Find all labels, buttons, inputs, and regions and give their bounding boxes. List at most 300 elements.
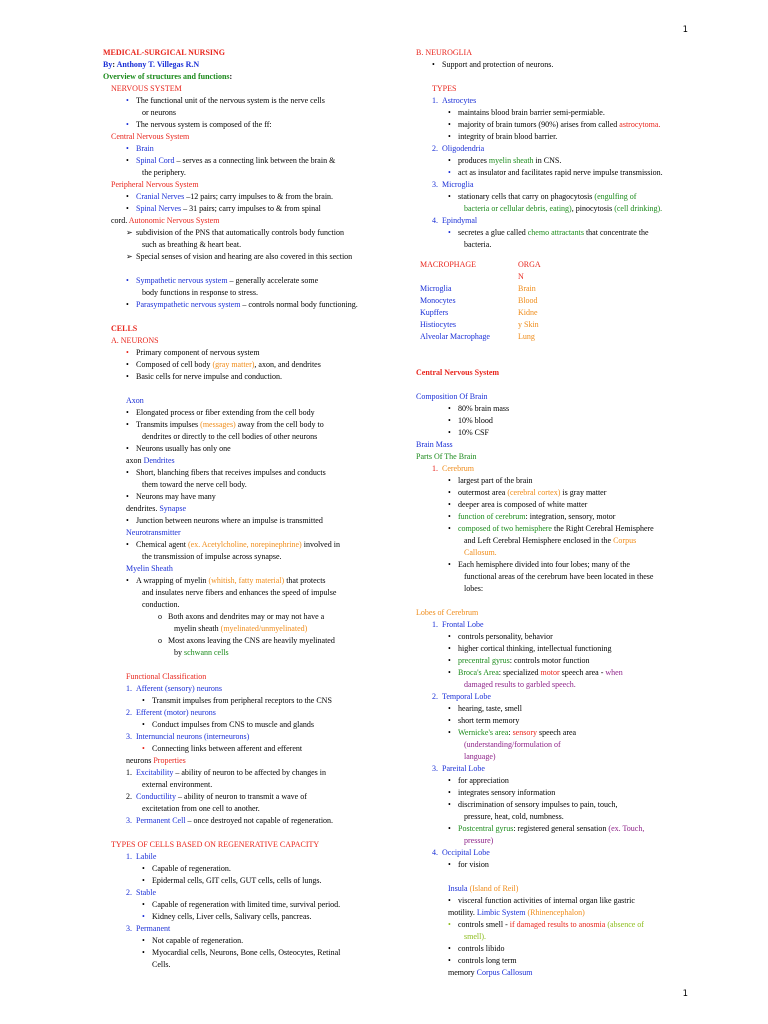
text-run: Special senses of vision and hearing are also covered in this section xyxy=(136,252,353,261)
text-line xyxy=(103,455,378,467)
text-line xyxy=(103,71,378,83)
text-run: pressure, heat, cold, numbness. xyxy=(464,812,564,821)
macrophage-cell: Microglia xyxy=(420,284,452,293)
text-run: Sympathetic nervous system xyxy=(136,276,228,285)
text-run: Oligodendria xyxy=(442,144,485,153)
list-marker: • xyxy=(448,192,451,201)
text-run: Corpus xyxy=(613,536,637,545)
list-marker: 1. xyxy=(126,684,132,693)
list-item xyxy=(103,443,378,455)
text-run: : registered general sensation xyxy=(513,824,609,833)
list-marker: • xyxy=(142,912,145,921)
list-item xyxy=(416,715,706,727)
text-line xyxy=(103,563,378,575)
list-marker: • xyxy=(126,156,129,165)
list-item xyxy=(416,155,706,167)
list-marker: • xyxy=(448,944,451,953)
list-marker: 1. xyxy=(432,464,438,473)
text-run: Capable of regeneration. xyxy=(152,864,231,873)
text-run: (ex. Acetylcholine, norepinephrine) xyxy=(187,540,302,549)
text-run: Callosum. xyxy=(464,548,497,557)
cns-section xyxy=(416,367,706,979)
text-run: Cerebrum xyxy=(442,464,474,473)
list-marker: • xyxy=(448,560,451,569)
text-run: away from the cell body to xyxy=(235,420,324,429)
text-run: (engulfing of xyxy=(594,192,637,201)
text-line xyxy=(103,839,378,851)
list-item xyxy=(103,707,378,719)
list-item xyxy=(103,731,378,743)
text-line xyxy=(416,907,706,919)
list-item xyxy=(103,815,378,827)
text-run: (messages) xyxy=(200,420,236,429)
list-item xyxy=(103,227,378,239)
text-line xyxy=(416,883,706,895)
list-marker: • xyxy=(448,668,451,677)
list-item xyxy=(416,215,706,227)
text-run: (understanding/formulation of xyxy=(464,740,561,749)
list-marker: • xyxy=(448,404,451,413)
table-row xyxy=(420,319,558,331)
list-marker: • xyxy=(448,120,451,129)
list-item xyxy=(416,655,706,667)
text-run: maintains blood brain barrier semi-permiable. xyxy=(458,108,605,117)
list-item xyxy=(103,887,378,899)
text-run: Functional Classification xyxy=(126,672,207,681)
list-item xyxy=(103,155,378,167)
text-run: integrates sensory information xyxy=(458,788,556,797)
text-run: Parasympathetic nervous system xyxy=(136,300,241,309)
text-run: : xyxy=(508,728,513,737)
text-run: 10% CSF xyxy=(458,428,489,437)
list-item xyxy=(416,523,706,535)
text-line xyxy=(103,167,378,179)
text-run: Epidermal cells, GIT cells, GUT cells, cells of lungs. xyxy=(152,876,322,885)
text-run: Brain Mass xyxy=(416,440,453,449)
list-marker: • xyxy=(126,444,129,453)
text-run: that protects xyxy=(284,576,326,585)
text-line xyxy=(103,803,378,815)
list-item xyxy=(103,911,378,923)
text-run: Limbic System xyxy=(476,908,528,917)
text-line xyxy=(416,739,706,751)
list-item xyxy=(416,643,706,655)
list-item xyxy=(416,823,706,835)
text-run: majority of brain tumors (90%) arises from called xyxy=(458,120,620,129)
list-marker: 4. xyxy=(432,216,438,225)
text-line xyxy=(416,607,706,619)
list-marker: • xyxy=(448,704,451,713)
list-marker: • xyxy=(126,576,129,585)
text-run: Synapse xyxy=(159,504,186,513)
right-column xyxy=(416,47,706,979)
text-line xyxy=(103,335,378,347)
text-line xyxy=(103,239,378,251)
macrophage-table xyxy=(420,259,558,343)
text-run: Chemical agent xyxy=(136,540,188,549)
organ-cell: y Skin xyxy=(518,320,539,329)
table-row xyxy=(420,295,558,307)
text-line xyxy=(416,811,706,823)
list-marker: • xyxy=(126,144,129,153)
text-run: bacteria. xyxy=(464,240,492,249)
list-item xyxy=(416,487,706,499)
list-item xyxy=(103,371,378,383)
text-run: Anthony T. Villegas R.N xyxy=(116,60,200,69)
text-run: them toward the nerve cell body. xyxy=(142,480,247,489)
text-run: TYPES xyxy=(432,84,457,93)
list-item xyxy=(103,539,378,551)
text-run: –12 pairs; carry impulses to & from the brain. xyxy=(184,192,334,201)
text-line xyxy=(416,931,706,943)
list-marker: 3. xyxy=(432,764,438,773)
text-run: (Rhinencephalon) xyxy=(527,908,585,917)
text-run: Kidney cells, Liver cells, Salivary cells, pancreas. xyxy=(152,912,312,921)
list-item xyxy=(103,251,378,263)
text-run: smell). xyxy=(464,932,486,941)
text-run: Brain xyxy=(136,144,154,153)
text-run: : xyxy=(112,60,117,69)
text-run: language) xyxy=(464,752,496,761)
text-run: (cerebral cortex) xyxy=(507,488,561,497)
text-run: secretes a glue called xyxy=(458,228,528,237)
list-marker: • xyxy=(126,348,129,357)
list-item xyxy=(416,227,706,239)
text-run: Astrocytes xyxy=(442,96,477,105)
text-run: myelin sheath xyxy=(488,156,534,165)
text-run: Spinal Nerves xyxy=(136,204,182,213)
list-item xyxy=(416,763,706,775)
list-marker: • xyxy=(448,896,451,905)
text-run: Frontal Lobe xyxy=(442,620,484,629)
list-marker: 3. xyxy=(126,924,132,933)
text-run: Dendrites xyxy=(143,456,175,465)
text-run: subdivision of the PNS that automatically controls body function xyxy=(136,228,344,237)
text-run: Wernicke's area xyxy=(458,728,509,737)
list-marker: • xyxy=(126,408,129,417)
text-line xyxy=(416,535,706,547)
text-run: Properties xyxy=(153,756,186,765)
text-run: astrocytoma. xyxy=(619,120,661,129)
list-item xyxy=(103,923,378,935)
text-run: deeper area is composed of white matter xyxy=(458,500,588,509)
text-run: such as breathing & heart beat. xyxy=(142,240,242,249)
list-item xyxy=(416,691,706,703)
text-run: Myelin Sheath xyxy=(126,564,173,573)
text-run: Myocardial cells, Neurons, Bone cells, Osteocytes, Retinal xyxy=(152,948,341,957)
list-marker: • xyxy=(448,716,451,725)
page-number-top: 1 xyxy=(682,25,688,35)
text-run: pressure) xyxy=(464,836,494,845)
text-line xyxy=(416,571,706,583)
list-item xyxy=(103,515,378,527)
text-run: Elongated process or fiber extending from the cell body xyxy=(136,408,315,417)
list-item xyxy=(416,727,706,739)
text-run: Broca's Area xyxy=(458,668,499,677)
list-marker: • xyxy=(448,132,451,141)
text-run: Neurons may have many xyxy=(136,492,216,501)
text-run: 80% brain mass xyxy=(458,404,510,413)
text-run: excitetation from one cell to another. xyxy=(142,804,260,813)
list-marker: • xyxy=(126,540,129,549)
list-item xyxy=(416,95,706,107)
text-line xyxy=(416,967,706,979)
text-line xyxy=(416,679,706,691)
list-marker: • xyxy=(126,276,129,285)
table-row xyxy=(420,331,558,343)
text-line xyxy=(103,59,378,71)
text-run: Neurotransmitter xyxy=(126,528,181,537)
list-item xyxy=(103,611,378,623)
text-run: (ex. Touch, xyxy=(608,824,645,833)
list-item xyxy=(416,427,706,439)
list-item xyxy=(416,919,706,931)
text-line xyxy=(416,451,706,463)
list-marker: • xyxy=(448,860,451,869)
organ-cell: Blood xyxy=(518,296,538,305)
text-run: – once destroyed not capable of regeneration. xyxy=(185,816,334,825)
text-line xyxy=(103,323,378,335)
list-marker: 1. xyxy=(126,768,132,777)
list-item xyxy=(416,859,706,871)
list-marker: ➢ xyxy=(126,228,133,237)
macrophage-header: MACROPHAGE xyxy=(420,260,477,269)
list-item xyxy=(103,275,378,287)
text-run: controls personality, behavior xyxy=(458,632,553,641)
text-run: Peripheral Nervous System xyxy=(111,180,199,189)
text-run: A wrapping of myelin xyxy=(136,576,209,585)
text-line xyxy=(103,779,378,791)
text-run: Stable xyxy=(136,888,156,897)
text-run: is gray matter xyxy=(560,488,607,497)
text-run: act as insulator and facilitates rapid nerve impulse transmission. xyxy=(458,168,663,177)
page-number-bottom: 1 xyxy=(682,989,688,999)
text-run: neurons xyxy=(126,756,154,765)
text-line xyxy=(103,215,378,227)
list-marker: • xyxy=(448,824,451,833)
text-run: in CNS. xyxy=(533,156,562,165)
text-run: integrity of brain blood barrier. xyxy=(458,132,558,141)
text-run: – generally accelerate some xyxy=(227,276,319,285)
list-marker: • xyxy=(142,696,145,705)
text-run: : controls motor function xyxy=(509,656,590,665)
list-item xyxy=(416,619,706,631)
text-run: , pinocytosis xyxy=(571,204,615,213)
list-item xyxy=(103,791,378,803)
list-marker: • xyxy=(448,500,451,509)
text-run: (gray matter) xyxy=(212,360,255,369)
table-row xyxy=(420,307,558,319)
list-marker: • xyxy=(142,744,145,753)
text-run: involved in xyxy=(301,540,340,549)
list-marker: • xyxy=(126,372,129,381)
text-run: motor xyxy=(540,668,560,677)
table-row xyxy=(420,283,558,295)
text-run: Permanent Cell xyxy=(136,816,186,825)
list-marker: 1. xyxy=(432,620,438,629)
text-line xyxy=(103,671,378,683)
text-run: body functions in response to stress. xyxy=(142,288,258,297)
list-marker: 3. xyxy=(126,732,132,741)
text-run: (myelinated/unmyelinated) xyxy=(220,624,308,633)
list-item xyxy=(103,191,378,203)
list-marker: ➢ xyxy=(126,252,133,261)
text-line xyxy=(103,479,378,491)
list-marker: • xyxy=(448,228,451,237)
text-run: external environment. xyxy=(142,780,213,789)
list-item xyxy=(416,703,706,715)
list-marker: • xyxy=(448,168,451,177)
text-run: Occipital Lobe xyxy=(442,848,490,857)
text-run: by xyxy=(174,648,184,657)
list-item xyxy=(103,491,378,503)
text-run: the Right Cerebral Hemisphere xyxy=(551,524,654,533)
text-run: Efferent (motor) neurons xyxy=(136,708,216,717)
macrophage-cell: Histiocytes xyxy=(420,320,456,329)
text-run: outermost area xyxy=(458,488,508,497)
text-line xyxy=(416,835,706,847)
list-marker: 1. xyxy=(126,852,132,861)
text-line xyxy=(416,439,706,451)
text-run: higher cortical thinking, intellectual functioning xyxy=(458,644,612,653)
list-marker: o xyxy=(158,612,162,621)
text-run: Microglia xyxy=(442,180,474,189)
text-run: memory xyxy=(448,968,477,977)
text-line xyxy=(416,583,706,595)
list-item xyxy=(416,799,706,811)
text-run: lobes: xyxy=(464,584,484,593)
list-item xyxy=(416,847,706,859)
text-run: Support and protection of neurons. xyxy=(442,60,554,69)
list-item xyxy=(416,415,706,427)
text-run: (cell drinking). xyxy=(614,204,663,213)
list-marker: • xyxy=(142,948,145,957)
list-item xyxy=(103,359,378,371)
list-item xyxy=(416,631,706,643)
text-run: if damaged results to anosmia xyxy=(509,920,606,929)
list-item xyxy=(103,695,378,707)
text-run: Central Nervous System xyxy=(111,132,190,141)
text-run: Short, blanching fibers that receives impulses and conducts xyxy=(136,468,326,477)
text-run: – 31 pairs; carry impulses to & from spinal xyxy=(181,204,321,213)
list-item xyxy=(416,511,706,523)
macrophage-cell: Monocytes xyxy=(420,296,456,305)
organ-cell: Brain xyxy=(518,284,536,293)
text-line xyxy=(103,431,378,443)
text-run: : integration, sensory, motor xyxy=(525,512,616,521)
list-item xyxy=(103,863,378,875)
text-run: The functional unit of the nervous system is the nerve cells xyxy=(136,96,325,105)
text-run: – ability of neuron to be affected by changes in xyxy=(173,768,327,777)
list-marker: 2. xyxy=(432,692,438,701)
list-item xyxy=(103,947,378,959)
macrophage-cell: Alveolar Macrophage xyxy=(420,332,490,341)
list-marker: • xyxy=(448,776,451,785)
text-run: Cells. xyxy=(152,960,171,969)
text-run: Temporal Lobe xyxy=(442,692,491,701)
text-run: Transmit impulses from peripheral receptors to the CNS xyxy=(152,696,332,705)
text-run: composed of two hemisphere xyxy=(458,524,552,533)
list-marker: • xyxy=(448,956,451,965)
text-run: functional areas of the cerebrum have been located in these xyxy=(464,572,654,581)
list-item xyxy=(103,467,378,479)
text-run: when xyxy=(605,668,623,677)
organ-header: ORGA N xyxy=(518,260,541,281)
text-line xyxy=(416,83,706,95)
text-run: Primary component of nervous system xyxy=(136,348,260,357)
text-run: largest part of the brain xyxy=(458,476,533,485)
text-run: Composition Of Brain xyxy=(416,392,488,401)
text-run: for appreciation xyxy=(458,776,509,785)
list-marker: 2. xyxy=(126,792,132,801)
list-marker: • xyxy=(126,516,129,525)
list-item xyxy=(103,119,378,131)
text-run: dendrites. xyxy=(126,504,160,513)
text-line xyxy=(416,751,706,763)
text-run: (absence of xyxy=(605,920,644,929)
text-run: The nervous system is composed of the ff: xyxy=(136,120,272,129)
text-run: for vision xyxy=(458,860,489,869)
text-run: Capable of regeneration with limited time, survival period. xyxy=(152,900,341,909)
list-marker: • xyxy=(448,156,451,165)
text-run: or neurons xyxy=(142,108,176,117)
text-run: Internuncial neurons (interneurons) xyxy=(136,732,250,741)
text-line xyxy=(103,503,378,515)
text-run: the transmission of impulse across synapse. xyxy=(142,552,282,561)
list-marker: • xyxy=(126,300,129,309)
list-item xyxy=(416,895,706,907)
list-marker: • xyxy=(126,204,129,213)
list-marker: • xyxy=(142,876,145,885)
text-line xyxy=(103,179,378,191)
text-run: controls long term xyxy=(458,956,517,965)
list-marker: • xyxy=(448,108,451,117)
list-marker: 2. xyxy=(126,888,132,897)
text-run: Most axons leaving the CNS are heavily myelinated xyxy=(168,636,335,645)
list-marker: • xyxy=(448,728,451,737)
text-line xyxy=(103,527,378,539)
text-line xyxy=(416,391,706,403)
macrophage-cell: Kupffers xyxy=(420,308,449,317)
text-run: – serves as a connecting link between the brain & xyxy=(174,156,336,165)
list-item xyxy=(103,899,378,911)
text-line xyxy=(103,587,378,599)
text-run: CELLS xyxy=(111,324,138,333)
text-run: hearing, taste, smell xyxy=(458,704,522,713)
list-marker: • xyxy=(432,60,435,69)
text-run: Connecting links between afferent and efferent xyxy=(152,744,303,753)
text-run: MEDICAL-SURGICAL NURSING xyxy=(103,48,226,57)
text-run: dendrites or directly to the cell bodies of other neurons xyxy=(142,432,318,441)
text-line xyxy=(103,647,378,659)
list-item xyxy=(416,107,706,119)
list-item xyxy=(416,191,706,203)
list-item xyxy=(416,463,706,475)
text-run: Insula xyxy=(448,884,470,893)
text-run: Overview of structures and functions xyxy=(103,72,230,81)
text-run: Excitability xyxy=(136,768,174,777)
text-run: : xyxy=(229,72,233,81)
text-run: precentral gyrus xyxy=(458,656,510,665)
list-item xyxy=(103,767,378,779)
list-marker: • xyxy=(126,120,129,129)
list-item xyxy=(103,851,378,863)
list-item xyxy=(416,499,706,511)
list-item xyxy=(416,667,706,679)
text-run: Epindymal xyxy=(442,216,478,225)
list-marker: • xyxy=(142,936,145,945)
list-item xyxy=(416,143,706,155)
